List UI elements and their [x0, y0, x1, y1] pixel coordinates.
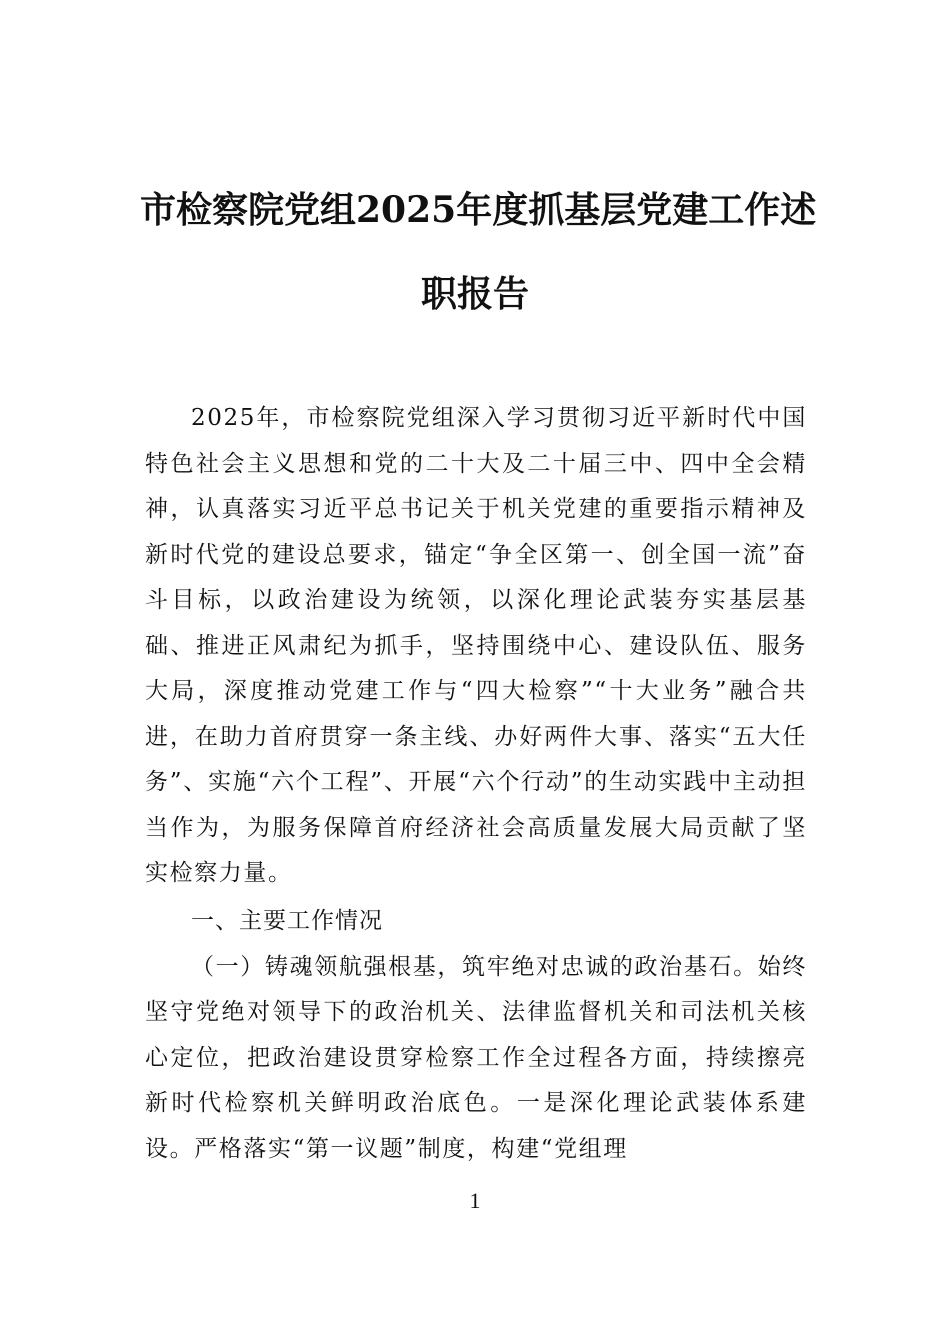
title-line-2: 职报告	[420, 273, 529, 315]
subsection-paragraph	[145, 945, 807, 1173]
section-heading: 一、主要工作情况	[191, 907, 383, 934]
title-line-1: 市检察院党组2025年度抓基层党建工作述	[140, 189, 817, 231]
subsection-body: 始终坚守党绝对领导下的政治机关、法律监督机关和司法机关核心定位，把政治建设贯穿检察工作全过程各方面，持续擦亮新时代检察机关鲜明政治底色。一是深化理论武装体系建设。严格落实“第一议题”制度，构建“党组理	[145, 953, 807, 1162]
subsection-lead: （一）铸魂领航强根基，筑牢绝对忠诚的政治基石。	[191, 953, 758, 980]
document-title	[140, 168, 817, 336]
page-number: 1	[469, 1188, 481, 1213]
document-body	[145, 396, 807, 1172]
intro-paragraph: 2025年，市检察院党组深入学习贯彻习近平新时代中国特色社会主义思想和党的二十大及二十届三中、四中全会精神，认真落实习近平总书记关于机关党建的重要指示精神及新时代党的建设总要求，锚定“争全区第一、创全国一流”奋斗目标，以政治建设为统领，以深化理论武装夯实基层基础、推进正风肃纪为抓手，坚持围绕中心、建设队伍、服务大局，深度推动党建工作与“四大检察”“十大业务”融合共进，在助力首府贯穿一条主线、办好两件大事、落实“五大任务”、实施“六个工程”、开展“六个行动”的生动实践中主动担当作为，为服务保障首府经济社会高质量发展大局贡献了坚实检察力量。	[145, 405, 807, 886]
